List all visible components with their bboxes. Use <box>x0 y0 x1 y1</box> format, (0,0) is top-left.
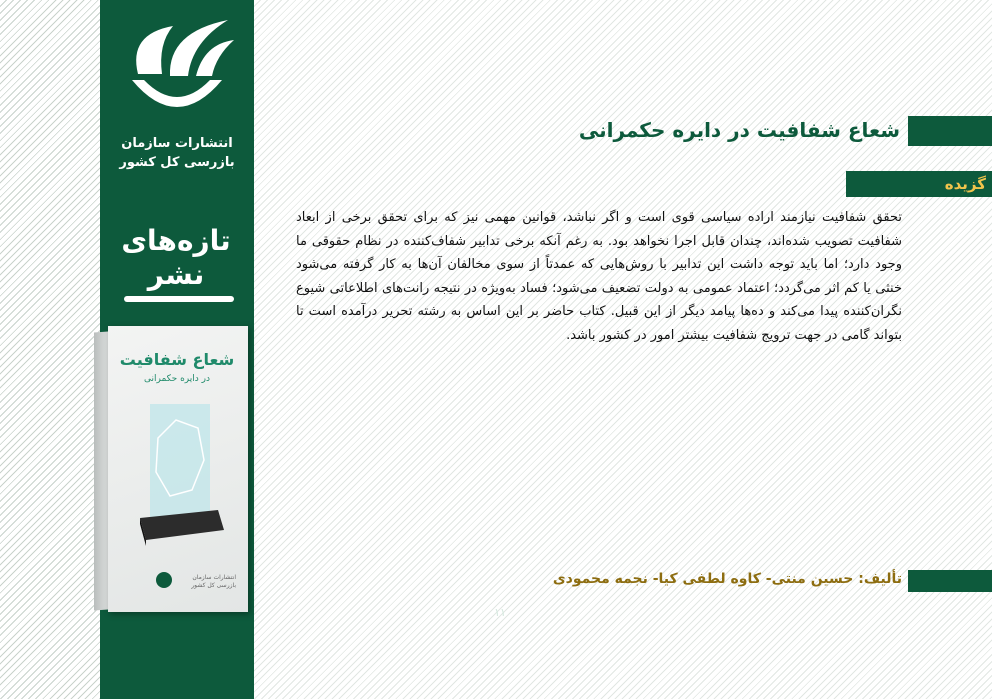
new-releases-title: تازه‌های نشر <box>121 224 231 291</box>
publisher-name-line1: انتشارات سازمان <box>121 136 233 151</box>
book-cover-subtitle: در دایره حکمرانی <box>144 374 210 384</box>
book-cover <box>108 326 248 612</box>
publisher-name <box>110 134 244 172</box>
publisher-logo-icon <box>118 14 236 124</box>
title-underline <box>124 296 234 302</box>
excerpt-label-bar <box>846 171 992 197</box>
page-number: ۱۱ <box>494 606 506 619</box>
decorative-stripes-background <box>254 0 992 699</box>
book-spine <box>94 332 108 611</box>
excerpt-label: گزیده <box>944 175 986 193</box>
book-publisher-logo-icon <box>156 572 172 588</box>
book-mockup <box>94 326 252 616</box>
book-title-heading: شعاع شفافیت در دایره حکمرانی <box>578 118 900 142</box>
book-publisher-text: انتشارات سازمان بازرسی کل کشور <box>191 574 236 589</box>
iran-map-glass-illustration <box>132 398 228 548</box>
author-accent-bar <box>908 570 992 592</box>
publisher-name-line2: بازرسی کل کشور <box>119 155 235 170</box>
book-cover-title: شعاع شفافیت <box>119 350 235 369</box>
decorative-stripes-left <box>0 0 100 699</box>
book-summary-text: تحقق شفافیت نیازمند اراده سیاسی قوی است و اگر نباشد، قوانین مهمی نیز که برای تحقق برخی از ابعاد شفافیت تصویب شده‌اند، چندان قابل اجرا نخواهد بود. به رغم آنکه برخی تدابیر شفاف‌کننده در نظام حقوقی ما وجود دارد؛ اما باید توجه داشت این تدابیر با روش‌هایی که عمدتاً از سوی مخالفان آن‌ها به کار گرفته می‌شود خنثی یا کم اثر می‌گردد؛ اعتماد عمومی به دولت تضعیف می‌شود؛ فساد به‌ویژه در نتیجه رانت‌های اطلاعاتی شیوع نگران‌کننده پیدا می‌کند و ده‌ها پیامد دیگر از این قبیل. کتاب حاضر بر این اساس به رشته تحریر درآمده است تا بتواند گامی در جهت ترویج شفافیت بیشتر امور در کشور باشد. <box>296 210 902 343</box>
sidebar-panel <box>100 0 254 699</box>
authors-line: تألیف: حسین منتی- کاوه لطفی کیا- نجمه محمودی <box>552 571 902 587</box>
title-accent-bar <box>908 116 992 146</box>
